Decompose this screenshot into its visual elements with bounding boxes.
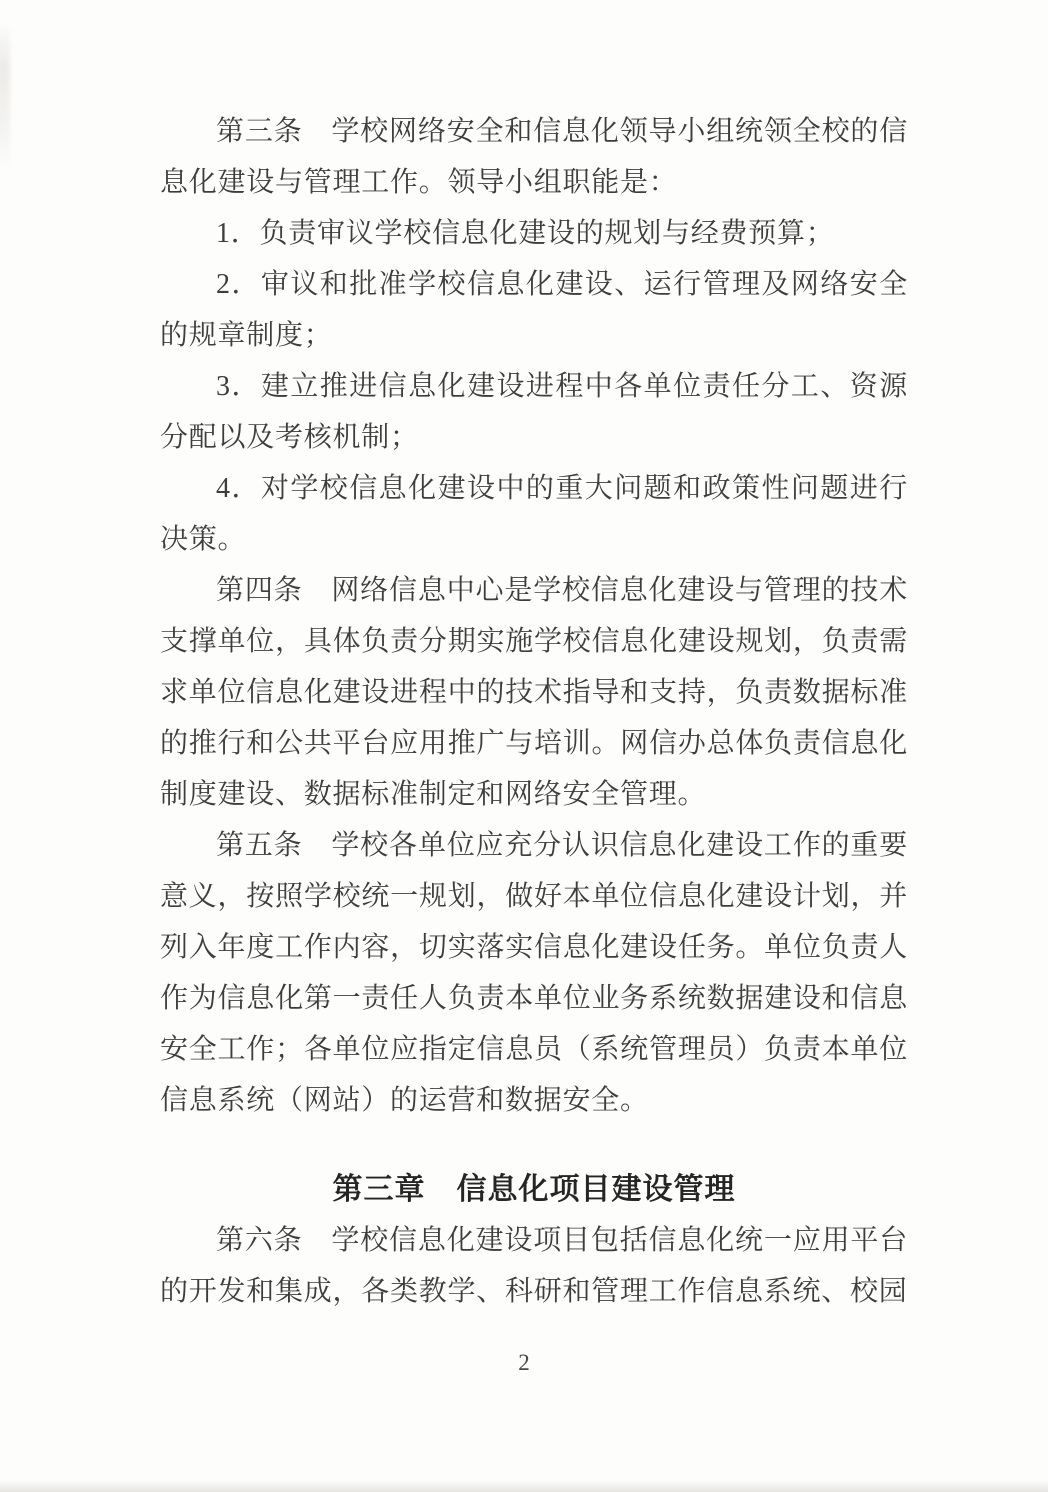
scan-artifact-topleft [0,22,10,172]
list-item-2: 2．审议和批准学校信息化建设、运行管理及网络安全的规章制度； [160,269,908,351]
list-item-1: 1．负责审议学校信息化建设的规划与经费预算； [216,218,835,249]
paragraph-article-3: 第三条 学校网络安全和信息化领导小组统领全校的信息化建设与管理工作。领导小组职能是： [160,116,908,198]
chapter-heading-3: 第三章 信息化项目建设管理 [332,1173,736,1206]
list-item-3: 3．建立推进信息化建设进程中各单位责任分工、资源分配以及考核机制； [160,371,908,453]
scan-bottom-edge [0,1480,1048,1492]
document-body [160,106,908,1317]
page-footer [0,1350,1048,1376]
paragraph-article-4: 第四条 网络信息中心是学校信息化建设与管理的技术支撑单位，具体负责分期实施学校信息化建设规划，负责需求单位信息化建设进程中的技术指导和支持，负责数据标准的推行和公共平台应用推广与培训。网信办总体负责信息化制度建设、数据标准制定和网络安全管理。 [160,575,908,810]
page-number: 2 [518,1350,530,1375]
paragraph-article-5: 第五条 学校各单位应充分认识信息化建设工作的重要意义，按照学校统一规划，做好本单位信息化建设计划，并列入年度工作内容，切实落实信息化建设任务。单位负责人作为信息化第一责任人负责本单位业务系统数据建设和信息安全工作；各单位应指定信息员（系统管理员）负责本单位信息系统（网站）的运营和数据安全。 [160,830,908,1116]
list-item-4: 4．对学校信息化建设中的重大问题和政策性问题进行决策。 [160,473,908,555]
paragraph-article-6: 第六条 学校信息化建设项目包括信息化统一应用平台的开发和集成，各类教学、科研和管理工作信息系统、校园 [160,1225,908,1307]
